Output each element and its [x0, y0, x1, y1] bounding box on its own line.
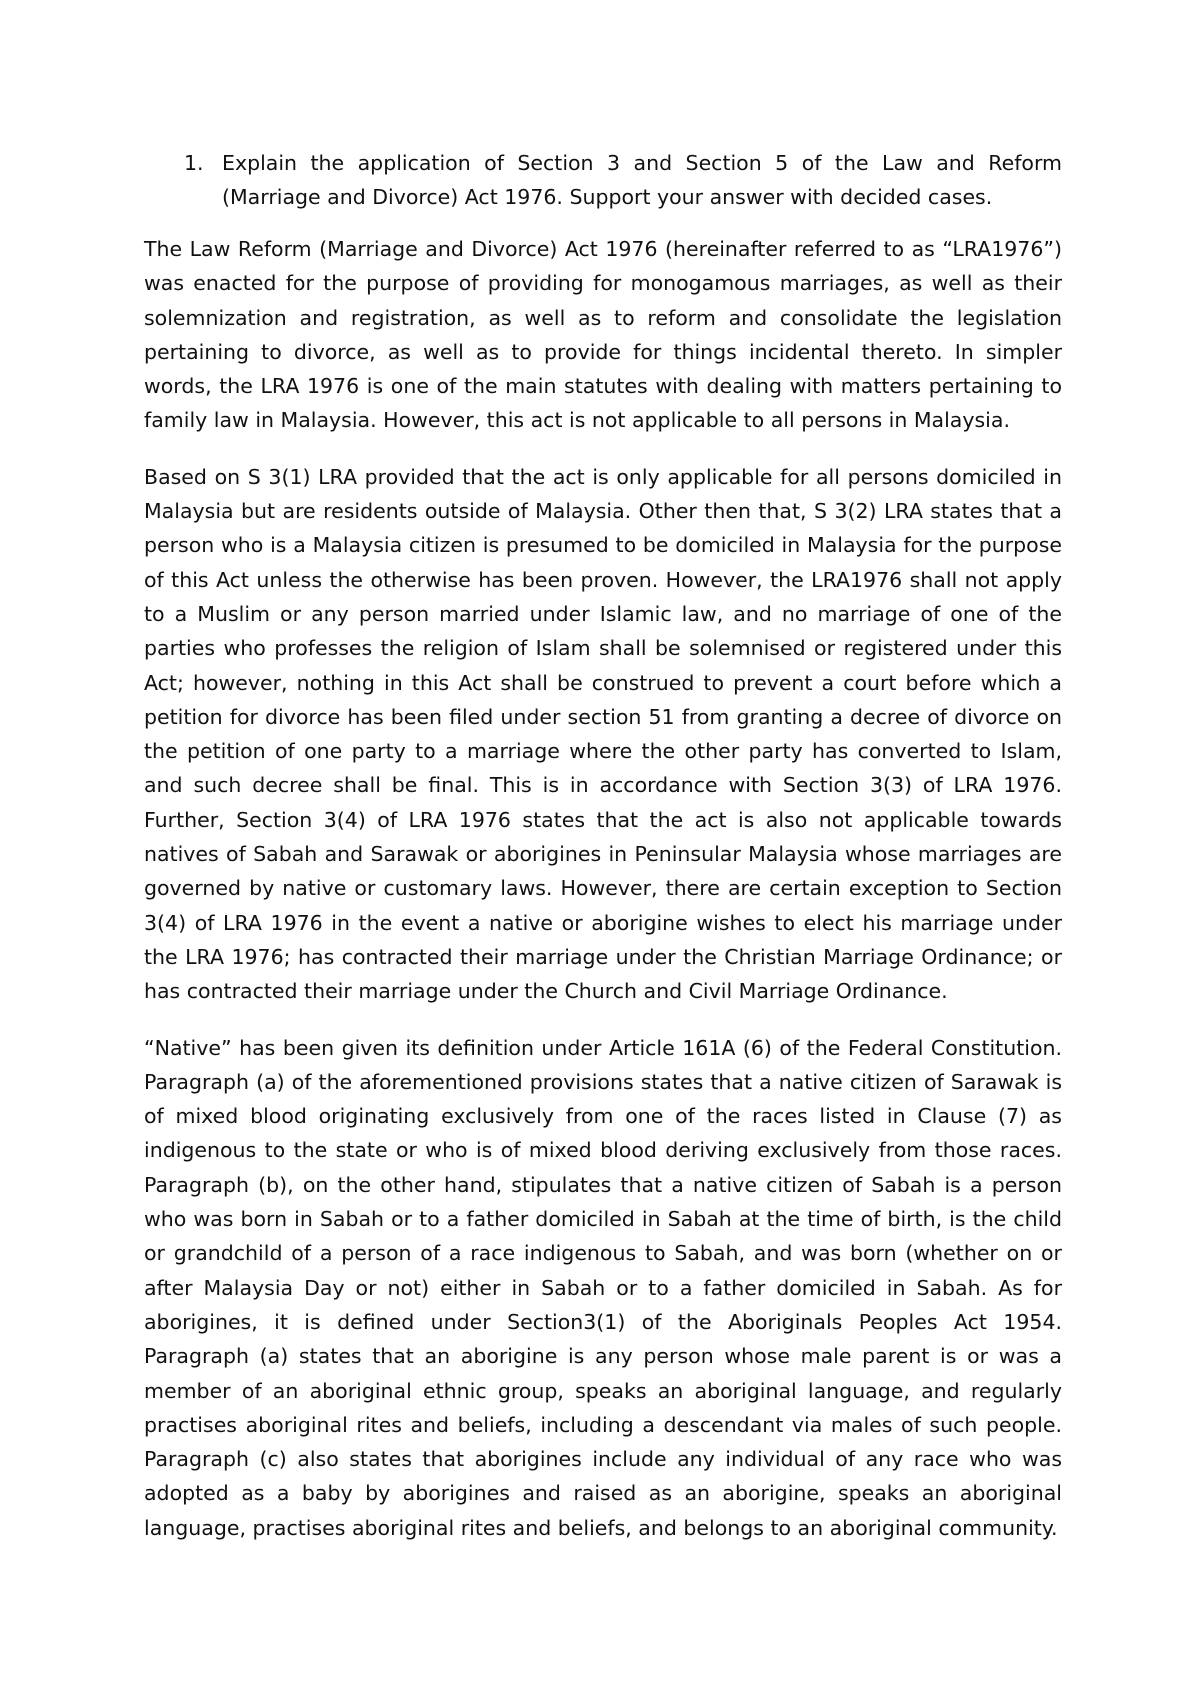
question-text: Explain the application of Section 3 and Section 5 of the Law and Reform (Marriage and Divorce) Act 1976. Support your answer with decided cases.	[222, 151, 1062, 209]
section-3-paragraph: Based on S 3(1) LRA provided that the act is only applicable for all persons domiciled in Malaysia but are residents outside of Malaysia. Other then that, S 3(2) LRA states that a person who is a Malaysia citizen is presumed to be domiciled in Malaysia for the purpose of this Act unless the otherwise has been proven. However, the LRA1976 shall not apply to a Muslim or any person married under Islamic law, and no marriage of one of the parties who professes the religion of Islam shall be solemnised or registered under this Act; however, nothing in this Act shall be construed to prevent a court before which a petition for divorce has been filed under section 51 from granting a decree of divorce on the petition of one party to a marriage where the other party has converted to Islam, and such decree shall be final. This is in accordance with Section 3(3) of LRA 1976. Further, Section 3(4) of LRA 1976 states that the act is also not applicable towards natives of Sabah and Sarawak or aborigines in Peninsular Malaysia whose marriages are governed by native or customary laws. However, there are certain exception to Section 3(4) of LRA 1976 in the event a native or aborigine wishes to elect his marriage under the LRA 1976; has contracted their marriage under the Christian Marriage Ordinance; or has contracted their marriage under the Church and Civil Marriage Ordinance.	[144, 464, 1062, 1004]
native-definition-paragraph: “Native” has been given its definition under Article 161A (6) of the Federal Constitution. Paragraph (a) of the aforementioned provisions states that a native citizen of Sarawak is of mixed blood originating exclusively from one of the races listed in Clause (7) as indigenous to the state or who is of mixed blood deriving exclusively from those races. Paragraph (b), on the other hand, stipulates that a native citizen of Sabah is a person who was born in Sabah or to a father domiciled in Sabah at the time of birth, is the child or grandchild of a person of a race indigenous to Sabah, and was born (whether on or after Malaysia Day or not) either in Sabah or to a father domiciled in Sabah. As for aborigines, it is defined under Section3(1) of the Aboriginals Peoples Act 1954. Paragraph (a) states that an aborigine is any person whose male parent is or was a member of an aboriginal ethnic group, speaks an aboriginal language, and regularly practises aboriginal rites and beliefs, including a descendant via males of such people. Paragraph (c) also states that aborigines include any individual of any race who was adopted as a baby by aborigines and raised as an aborigine, speaks an aboriginal language, practises aboriginal rites and beliefs, and belongs to an aboriginal community.	[144, 1035, 1062, 1540]
intro-paragraph: The Law Reform (Marriage and Divorce) Act 1976 (hereinafter referred to as “LRA1976”) was enacted for the purpose of providing for monogamous marriages, as well as their solemnization and registration, as well as to reform and consolidate the legislation pertaining to divorce, as well as to provide for things incidental thereto. In simpler words, the LRA 1976 is one of the main statutes with dealing with matters pertaining to family law in Malaysia. However, this act is not applicable to all persons in Malaysia.	[144, 237, 1062, 433]
question-item	[184, 146, 1062, 214]
question-number: 1.	[184, 151, 204, 175]
